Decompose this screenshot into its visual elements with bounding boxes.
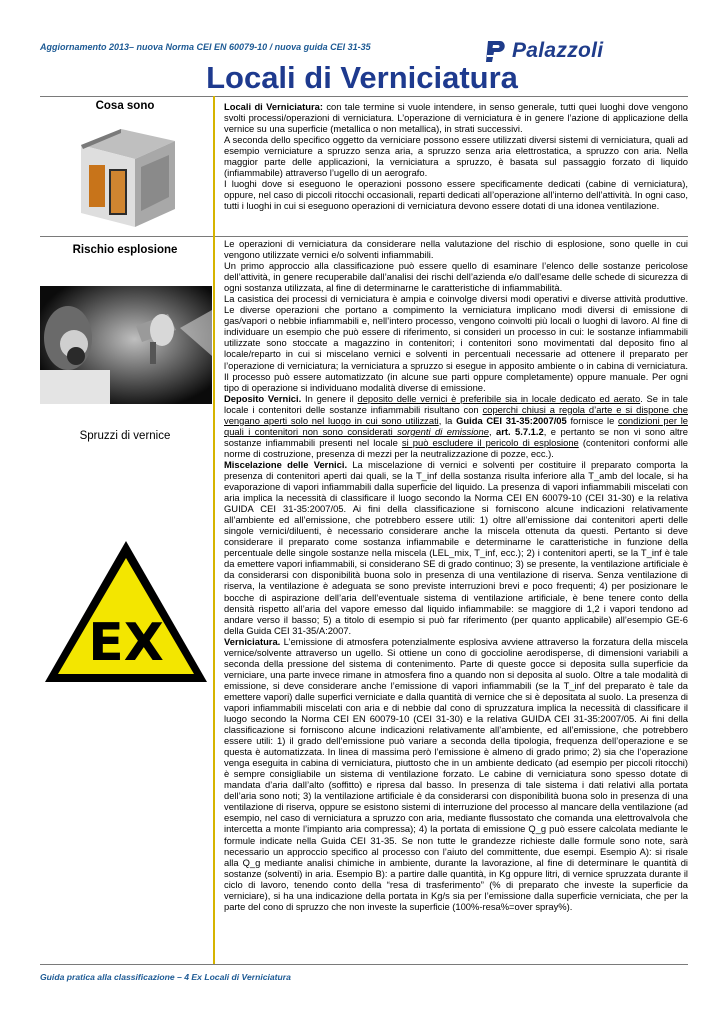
cosa-sono-p1: con tale termine si vuole intendere, in senso generale, tutti quei luoghi dove vengono svolti processi/operazioni di verniciatura. L’operazione di verniciatura è in genere l’azione di applicazione della vernice su una superficie (metallica o non metallica), in strati successivi. (224, 101, 688, 135)
miscelazione-paragraph: Miscelazione delle Vernici. La miscelazione di vernici e solventi per costituire il preparato comporta la presenza di contenitori aperti dai quali, se la T_inf della sostanza risulta inferiore alla T_amb del locale, si ha evaporazione di vapori infiammabili dalla superficie del liquido. La presenza di vapori infiammabili miscelati con aria implica la necessità di classificare il luogo secondo la Norma CEI EN 60079-10 (CEI 31-30) e la relativa GUIDA CEI 31-35:2007/05. Ai fini della classificazione si forniscono alcune indicazioni relativamente all’ambiente ed all’emissione, che potrebbero essere utili: 1) oltre all’emissione dai contenitori aperti delle singole vernici/diluenti, è necessario considerare anche la miscela ottenuta da questi. Pertanto si deve considerare il preparato come sostanza infiammabile e determinarne le caratteristiche in funzione della percentuale delle singole sostanze nella miscela (LEL_mix, T_inf, ecc.); 2) i contenitori aperti, se la T_inf è tale da emettere vapori infiammabili, si considerano SE di grado continuo; 3) se presente, la ventilazione artificiale è da considerarsi con disponibilità buona solo in presenza di una ventilazione di riserva. Senza ventilazione di riserva, la ventilazione è adeguata se sono previste interruzioni brevi e poco frequenti; 4) per posizionare le bocche di aspirazione dell’aria dell’eventuale sistema di ventilazione artificiale, è bene tenere conto della densità rispetto all’aria del vapore emesso dal liquido infiammabile: se maggiore di 1,2 i vapori tendono ad andare verso il basso; 5) a titolo di esempio si può far riferimento (per quanto applicabile) all’esempio GE-6 della Guida CEI 31-35/A:2007. (224, 458, 688, 636)
cosa-sono-term: Locali di Verniciatura: (224, 101, 323, 112)
label-spruzzi-vernice: Spruzzi di vernice (79, 430, 171, 442)
rischio-p1: Le operazioni di verniciatura da considerare nella valutazione del rischio di esplosione, sono quelle in cui vengono utilizzate vernici e/o solventi infiammabili. (224, 238, 688, 261)
update-note: Aggiornamento 2013– nuova Norma CEI EN 60079-10 / nuova guida CEI 31-35 (40, 42, 371, 52)
cosa-sono-p3: I luoghi dove si eseguono le operazioni possono essere specificamente dedicati (cabine di verniciatura), oppure, nel caso di piccoli ritocchi occasionali, reparti dedicati all’operazione all’interno dell’attività. In ogni caso, tutti i luoghi in cui si eseguono operazioni di verniciatura devono essere dotati di una idonea ventilazione. (224, 178, 688, 212)
ex-warning-sign (42, 538, 210, 686)
divider-bottom (40, 964, 688, 965)
rischio-p2: Un primo approccio alla classificazione può essere quello di esaminare l’elenco delle sostanze pericolose dell’attività, in genere recuperabile dall’analisi dei rischi dell’azienda e/o dall’esame delle schede di sicurezza di ogni sostanza utilizzata, al fine di determinarne le caratteristiche di infiammabilità. (224, 260, 688, 294)
page-title: Locali di Verniciatura (206, 60, 518, 95)
footer-text: Guida pratica alla classificazione – 4 Ex Locali di Verniciatura (40, 972, 291, 982)
paint-booth-image (75, 123, 179, 233)
rischio-p3: La casistica dei processi di verniciatura è ampia e coinvolge diversi modi operativi e diverse attività produttive. Le diverse operazioni che portano a compimento la verniciatura implicano modi diversi di emissione di gas/vapori o nebbie infiammabili e, nell’intero processo, vengono coinvolti più locali o luoghi di lavoro. Al fine di individuare un esempio che può essere di riferimento, si consideri un processo in cui: le sostanze infiammabili utilizzate sono stoccate a magazzino in contenitori; i contenitori sono movimentati dal deposito fino al locale/reparto in cui si miscelano vernici e solventi in percentuali necessarie ad ottenere il preparato per l’operazione di verniciatura; la verniciatura a spruzzo si esegue in apposito ambiente o in cabina di verniciatura. Il processo può essere automatizzato (in alcune sue parti oppure completamente) oppure manuale. Per ogni tipo di operazione si individuano modalità diverse di emissione. (224, 293, 688, 393)
cosa-sono-text (224, 101, 688, 211)
divider-top (40, 96, 688, 97)
divider-vertical-2 (213, 236, 215, 964)
brand-name: Palazzoli (512, 39, 604, 62)
divider-vertical-1 (213, 96, 215, 236)
spray-painting-photo (40, 286, 212, 404)
verniciatura-paragraph: Verniciatura. L’emissione di atmosfera potenzialmente esplosiva avviene attraverso la forzatura della miscela vernice/solvente attraverso un ugello. Si ottiene un cono di goccioline aerodisperse, di dimensioni variabili a seconda della pressione del sistema di contenimento. Parte di queste gocce si deposita sulla superficie da verniciare, una parte invece rimane in atmosfera fino a quando non si deposita al suolo. Oltre a tale modalità di emissione, si deve considerare anche l’emissione di vapori infiammabili (se la T_inf del preparato è tale da emettere vapori) dalle superfici verniciate e dalla quantità di vernice che si è depositata al suolo. La presenza di vapori infiammabili miscelati con aria e di nebbie dal cono di spruzzatura implica la necessità di classificare il luogo secondo la Norma CEI EN 60079-10 (CEI 31-30) e la relativa GUIDA CEI 31-35:2007/05. Ai fini della classificazione si forniscono alcune indicazioni relativamente all’ambiente, ed all’emissione, che potrebbero essere utili: 1) il grado dell’emissione può variare a seconda della tipologia, frequenza dell’operazione e se questa è automatizzata. In linea di massima però l’emissione è almeno di grado primo; 2) sia che l’operazione venga eseguita in cabina di verniciatura, piuttosto che in un ambiente dedicato (ad esempio per piccoli ritocchi) è sempre consigliabile un sistema di ventilazione forzato. Le cabine di verniciatura sono spesso dotate di mandata d’aria dall’alto (soffitto) e ripresa dal basso. In presenza di tale sistema i dati relativi alla portata dell’aria sono noti; 3) la ventilazione artificiale è da considerarsi con disponibilità buona solo in presenza di una ventilazione di riserva, oppure se esistono sistemi di interruzione del processo al mancare della ventilazione (ad esempio, nel caso di verniciatura a spruzzo con aria, mediante flussostato che comanda una elettrovalvola che intercetta a monte l’impianto aria compressa); 4) la portata di emissione Q_g può essere calcolata mediante le formule indicate nella Guida CEI 31-35. Se non tutte le grandezze richieste dalle formule sono note, sarà necessario un approccio specifico al processo con l’aiuto del committente, due esempi. Esempio A): si risale alla Q_g mediante analisi chimiche in ambiente, durante la lavorazione, al fine di determinare le quantità di sostanze (solventi) in aria. Esempio B): a partire dalle quantità, in Kg oppure litri, di vernice spruzzata durante il ciclo di lavoro, tenendo conto della “resa di trasferimento” (% di preparato che investe la superficie da verniciare), si ha una indicazione della portata in Kg/s sia per l’emissione dalla superficie verniciata, che per la parte del cono di spruzzo che non investe la superficie (100%-resa%=over spray%). (224, 635, 688, 912)
deposito-paragraph: Deposito Vernici. In genere il deposito delle vernici è preferibile sia in locale dedicato ed aerato. Se in tale locale i contenitori delle sostanze infiammabili risultano con coperchi chiusi a regola d’arte e si dispone che vengano aperti solo nel luogo in cui sono utilizzati, la Guida CEI 31-35:2007/05 fornisce le condizioni per le quali i contenitori non sono considerati sorgenti di emissione, art. 5.7.1.2, e pertanto se non vi sono altre sostanze infiammabili presenti nel locale si può escludere il pericolo di esplosione (contenitori conformi alle norme di costruzione, presenza di mezzi per la neutralizzazione di pozze, ecc.). (224, 392, 688, 459)
divider-middle (40, 236, 688, 237)
label-rischio-esplosione: Rischio esplosione (72, 244, 178, 256)
cosa-sono-p2: A seconda dello specifico oggetto da verniciare possono essere utilizzati diversi sistemi di verniciatura, quali ad esempio verniciature a spruzzo senza aria, a spruzzo senza aria elettrostatica, a spruzzo con aria. Nella maggior parte delle applicazioni, la verniciatura a spruzzo, è basata sul passaggio forzato di liquido (infiammabile) attraverso l’ugello di un aerografo. (224, 134, 688, 179)
label-cosa-sono: Cosa sono (95, 100, 155, 112)
rischio-text (224, 238, 688, 912)
ex-sign-text: EX (88, 613, 164, 673)
